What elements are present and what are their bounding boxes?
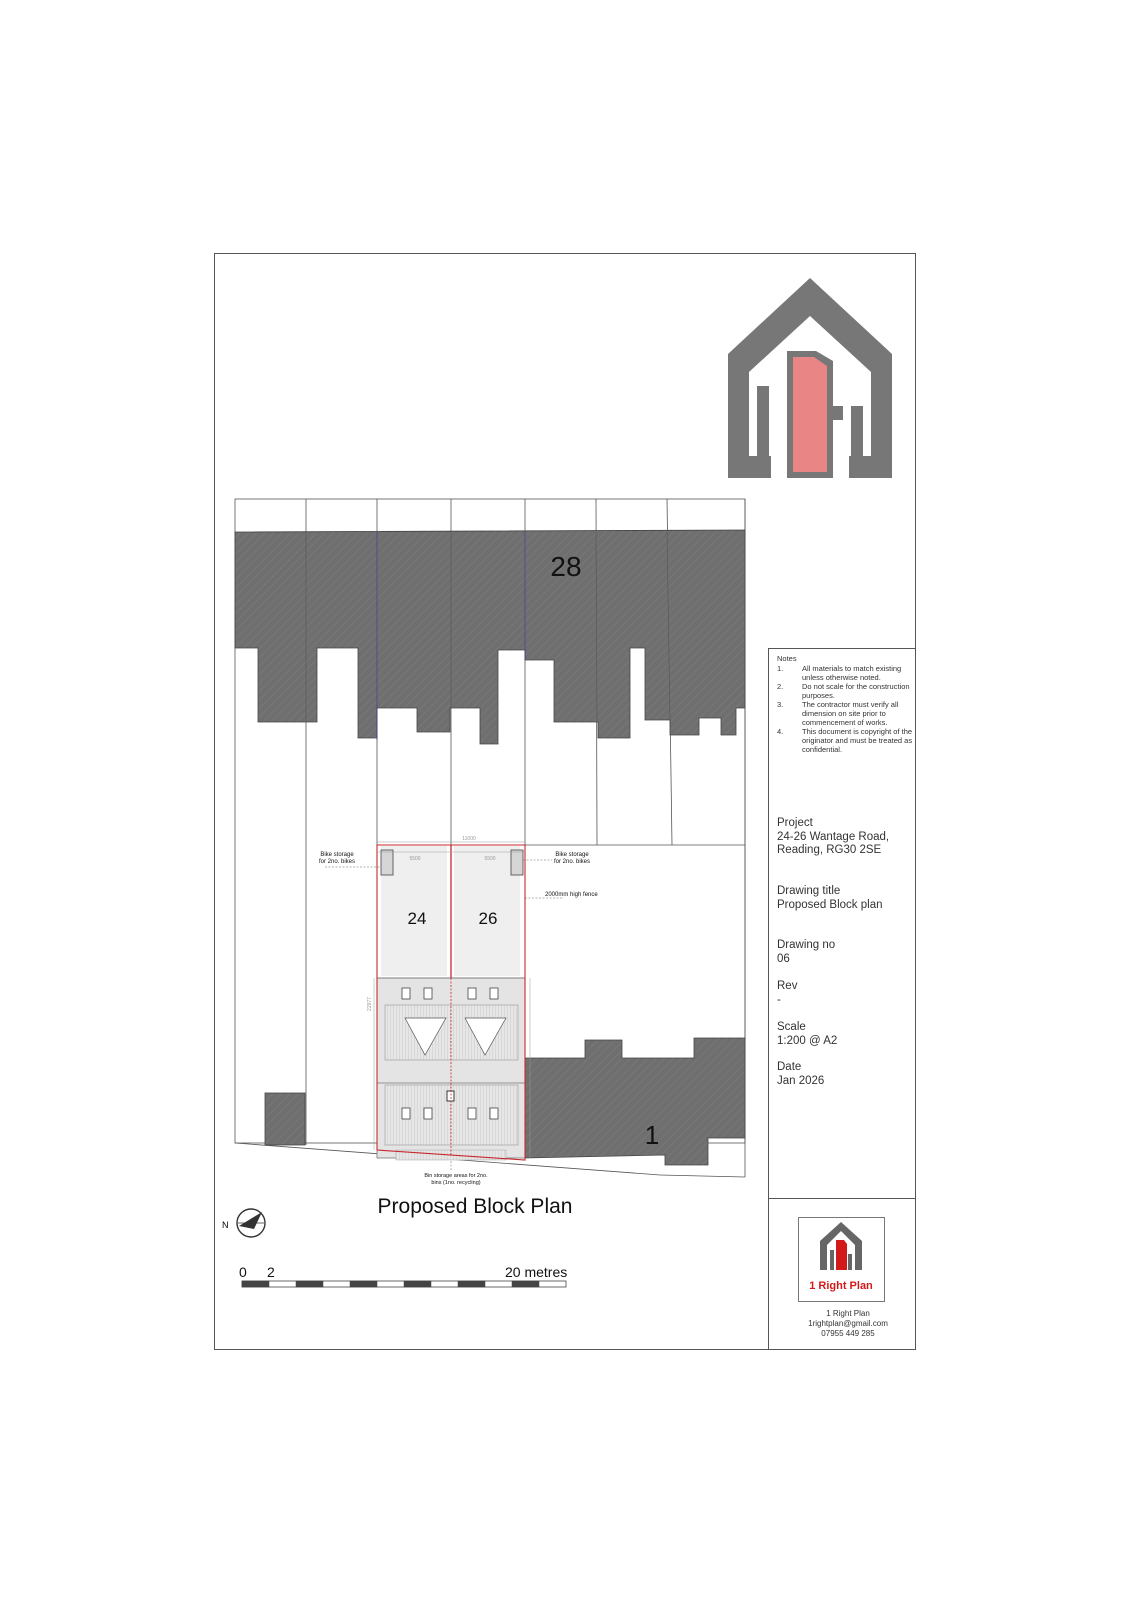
drawing-title-field: Drawing title Proposed Block plan bbox=[777, 885, 883, 911]
fence-note: 2000mm high fence bbox=[545, 892, 598, 898]
company-contact bbox=[773, 1309, 923, 1339]
dimension-total: 11000 bbox=[462, 836, 476, 842]
bike-store-right bbox=[511, 850, 523, 875]
bike-store-left bbox=[381, 850, 393, 875]
rev-field: Rev - bbox=[777, 980, 798, 1006]
brand-mark-large bbox=[728, 278, 892, 478]
bike-note-right-line2: for 2no. bikes bbox=[553, 859, 591, 865]
north-arrow bbox=[222, 1209, 265, 1237]
scale-start: 0 bbox=[239, 1264, 247, 1280]
bin-note-line2: bins (1no. recycling) bbox=[431, 1180, 481, 1186]
site-plan bbox=[235, 499, 745, 1177]
project-field: Project 24-26 Wantage Road, Reading, RG30 2SE bbox=[777, 817, 890, 856]
company-logo-text: 1 Right Plan bbox=[809, 1280, 873, 1292]
note-item: 4. This document is copyright of the originator and must be treated as confidential. bbox=[777, 727, 913, 754]
notes-panel bbox=[777, 654, 917, 754]
dimension-depth: 22977 bbox=[367, 997, 373, 1011]
company-email: 1rightplan@gmail.com bbox=[808, 1319, 888, 1328]
outbuilding bbox=[265, 1093, 305, 1145]
plot-label-24: 24 bbox=[407, 909, 427, 928]
plot-label-28: 28 bbox=[550, 551, 582, 582]
bike-note-left-line1: Bike storage bbox=[320, 852, 354, 858]
scale-bar bbox=[239, 1264, 567, 1287]
plot-label-1: 1 bbox=[644, 1120, 660, 1150]
dimension-right: 5500 bbox=[484, 856, 496, 862]
scale-end: 20 metres bbox=[505, 1264, 568, 1280]
bin-note-line1: Bin storage areas for 2no. bbox=[424, 1173, 488, 1179]
note-item: 3. The contractor must verify all dimension on site prior to commencement of works. bbox=[777, 700, 899, 727]
scale-field: Scale 1:200 @ A2 bbox=[777, 1021, 838, 1047]
drawing-no-field: Drawing no 06 bbox=[777, 939, 836, 965]
north-label: N bbox=[222, 1220, 229, 1230]
company-phone: 07955 449 285 bbox=[821, 1329, 875, 1338]
plot-label-26: 26 bbox=[478, 909, 498, 928]
drawing-title: Proposed Block Plan bbox=[377, 1195, 573, 1218]
notes-heading: Notes bbox=[777, 654, 797, 663]
note-item: 2. Do not scale for the construction purposes. bbox=[777, 682, 910, 700]
bike-note-right-line1: Bike storage bbox=[555, 852, 589, 858]
bike-note-left-line2: for 2no. bikes bbox=[318, 859, 356, 865]
dimension-left: 5500 bbox=[409, 856, 421, 862]
scale-tick: 2 bbox=[267, 1264, 275, 1280]
company-name: 1 Right Plan bbox=[826, 1309, 870, 1318]
company-logo bbox=[799, 1218, 885, 1302]
note-item: 1. All materials to match existing unless otherwise noted. bbox=[777, 664, 902, 682]
date-field: Date Jan 2026 bbox=[777, 1061, 825, 1087]
